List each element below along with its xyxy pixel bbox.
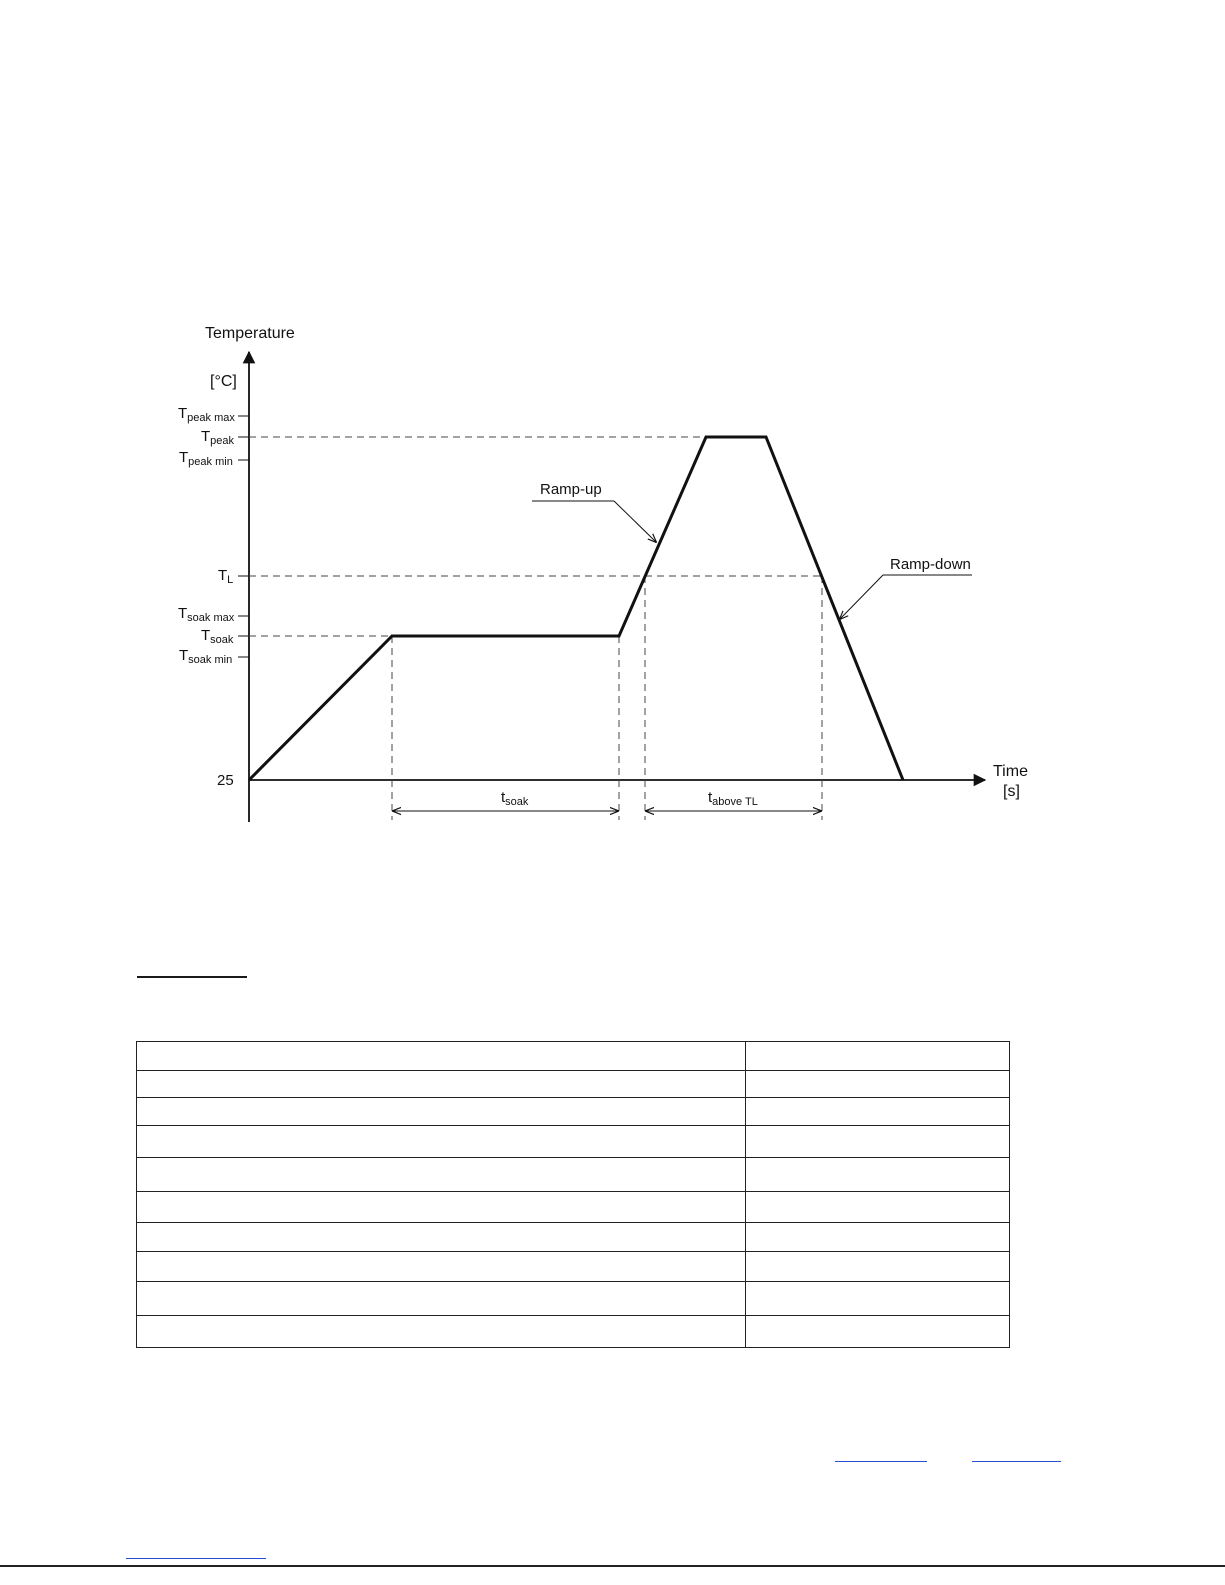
table-cell — [137, 1223, 746, 1252]
footer-hyperlink-underline[interactable] — [126, 1558, 266, 1559]
table-cell — [746, 1158, 1010, 1192]
y-ticks — [238, 416, 249, 657]
label-t-peak-min: $T_{peak min}$ — [179, 449, 233, 468]
annotation-ramp-down: Ramp-down — [890, 556, 971, 573]
table-row — [137, 1316, 1010, 1348]
table-cell — [746, 1223, 1010, 1252]
label-t-above-tl: $t_{above TL}$ — [708, 789, 758, 808]
table-row — [137, 1282, 1010, 1316]
y-axis-title: Temperature — [205, 325, 295, 342]
x-axis-unit: [s] — [1003, 783, 1020, 800]
table-cell — [137, 1126, 746, 1158]
table-cell — [137, 1071, 746, 1098]
dashed-guides — [249, 437, 822, 820]
footer-rule — [0, 1565, 1225, 1567]
table-cell — [746, 1071, 1010, 1098]
table-row — [137, 1071, 1010, 1098]
section-heading-underline — [137, 976, 247, 978]
table-cell — [746, 1042, 1010, 1071]
table-cell — [746, 1282, 1010, 1316]
label-ambient-25: 25 — [217, 772, 234, 789]
x-axis-title: Time — [993, 763, 1028, 780]
table-row — [137, 1042, 1010, 1071]
label-t-peak-max: $T_{peak max}$ — [178, 405, 235, 424]
table-cell — [137, 1158, 746, 1192]
hyperlink-underline-1[interactable] — [835, 1461, 927, 1462]
ramp-down-leader-arrow — [840, 575, 883, 619]
table-cell — [137, 1192, 746, 1223]
ramp-up-leader-arrow — [614, 501, 656, 542]
label-t-soak-max: $T_{soak max}$ — [178, 605, 235, 624]
table-cell — [746, 1126, 1010, 1158]
table-cell — [137, 1316, 746, 1348]
table-row — [137, 1252, 1010, 1282]
profile-parameter-table — [136, 1041, 1010, 1348]
table-row — [137, 1158, 1010, 1192]
hyperlink-underline-2[interactable] — [972, 1461, 1061, 1462]
table-cell — [746, 1252, 1010, 1282]
label-t-liquidus: $T_L$ — [218, 567, 234, 586]
label-t-soak-min: $T_{soak min}$ — [179, 647, 233, 666]
table-row — [137, 1126, 1010, 1158]
table-cell — [137, 1252, 746, 1282]
label-t-soak: $t_{soak}$ — [501, 789, 529, 808]
table-row — [137, 1098, 1010, 1126]
table-cell — [137, 1282, 746, 1316]
table-cell — [746, 1098, 1010, 1126]
table-row — [137, 1192, 1010, 1223]
y-axis-unit: [°C] — [210, 373, 237, 390]
annotation-ramp-up: Ramp-up — [540, 481, 602, 498]
table-cell — [746, 1316, 1010, 1348]
table-cell — [746, 1192, 1010, 1223]
table-cell — [137, 1042, 746, 1071]
table-cell — [137, 1098, 746, 1126]
label-t-peak: $T_{peak}$ — [201, 428, 235, 447]
table-row — [137, 1223, 1010, 1252]
label-t-soak: $T_{soak}$ — [201, 627, 234, 646]
